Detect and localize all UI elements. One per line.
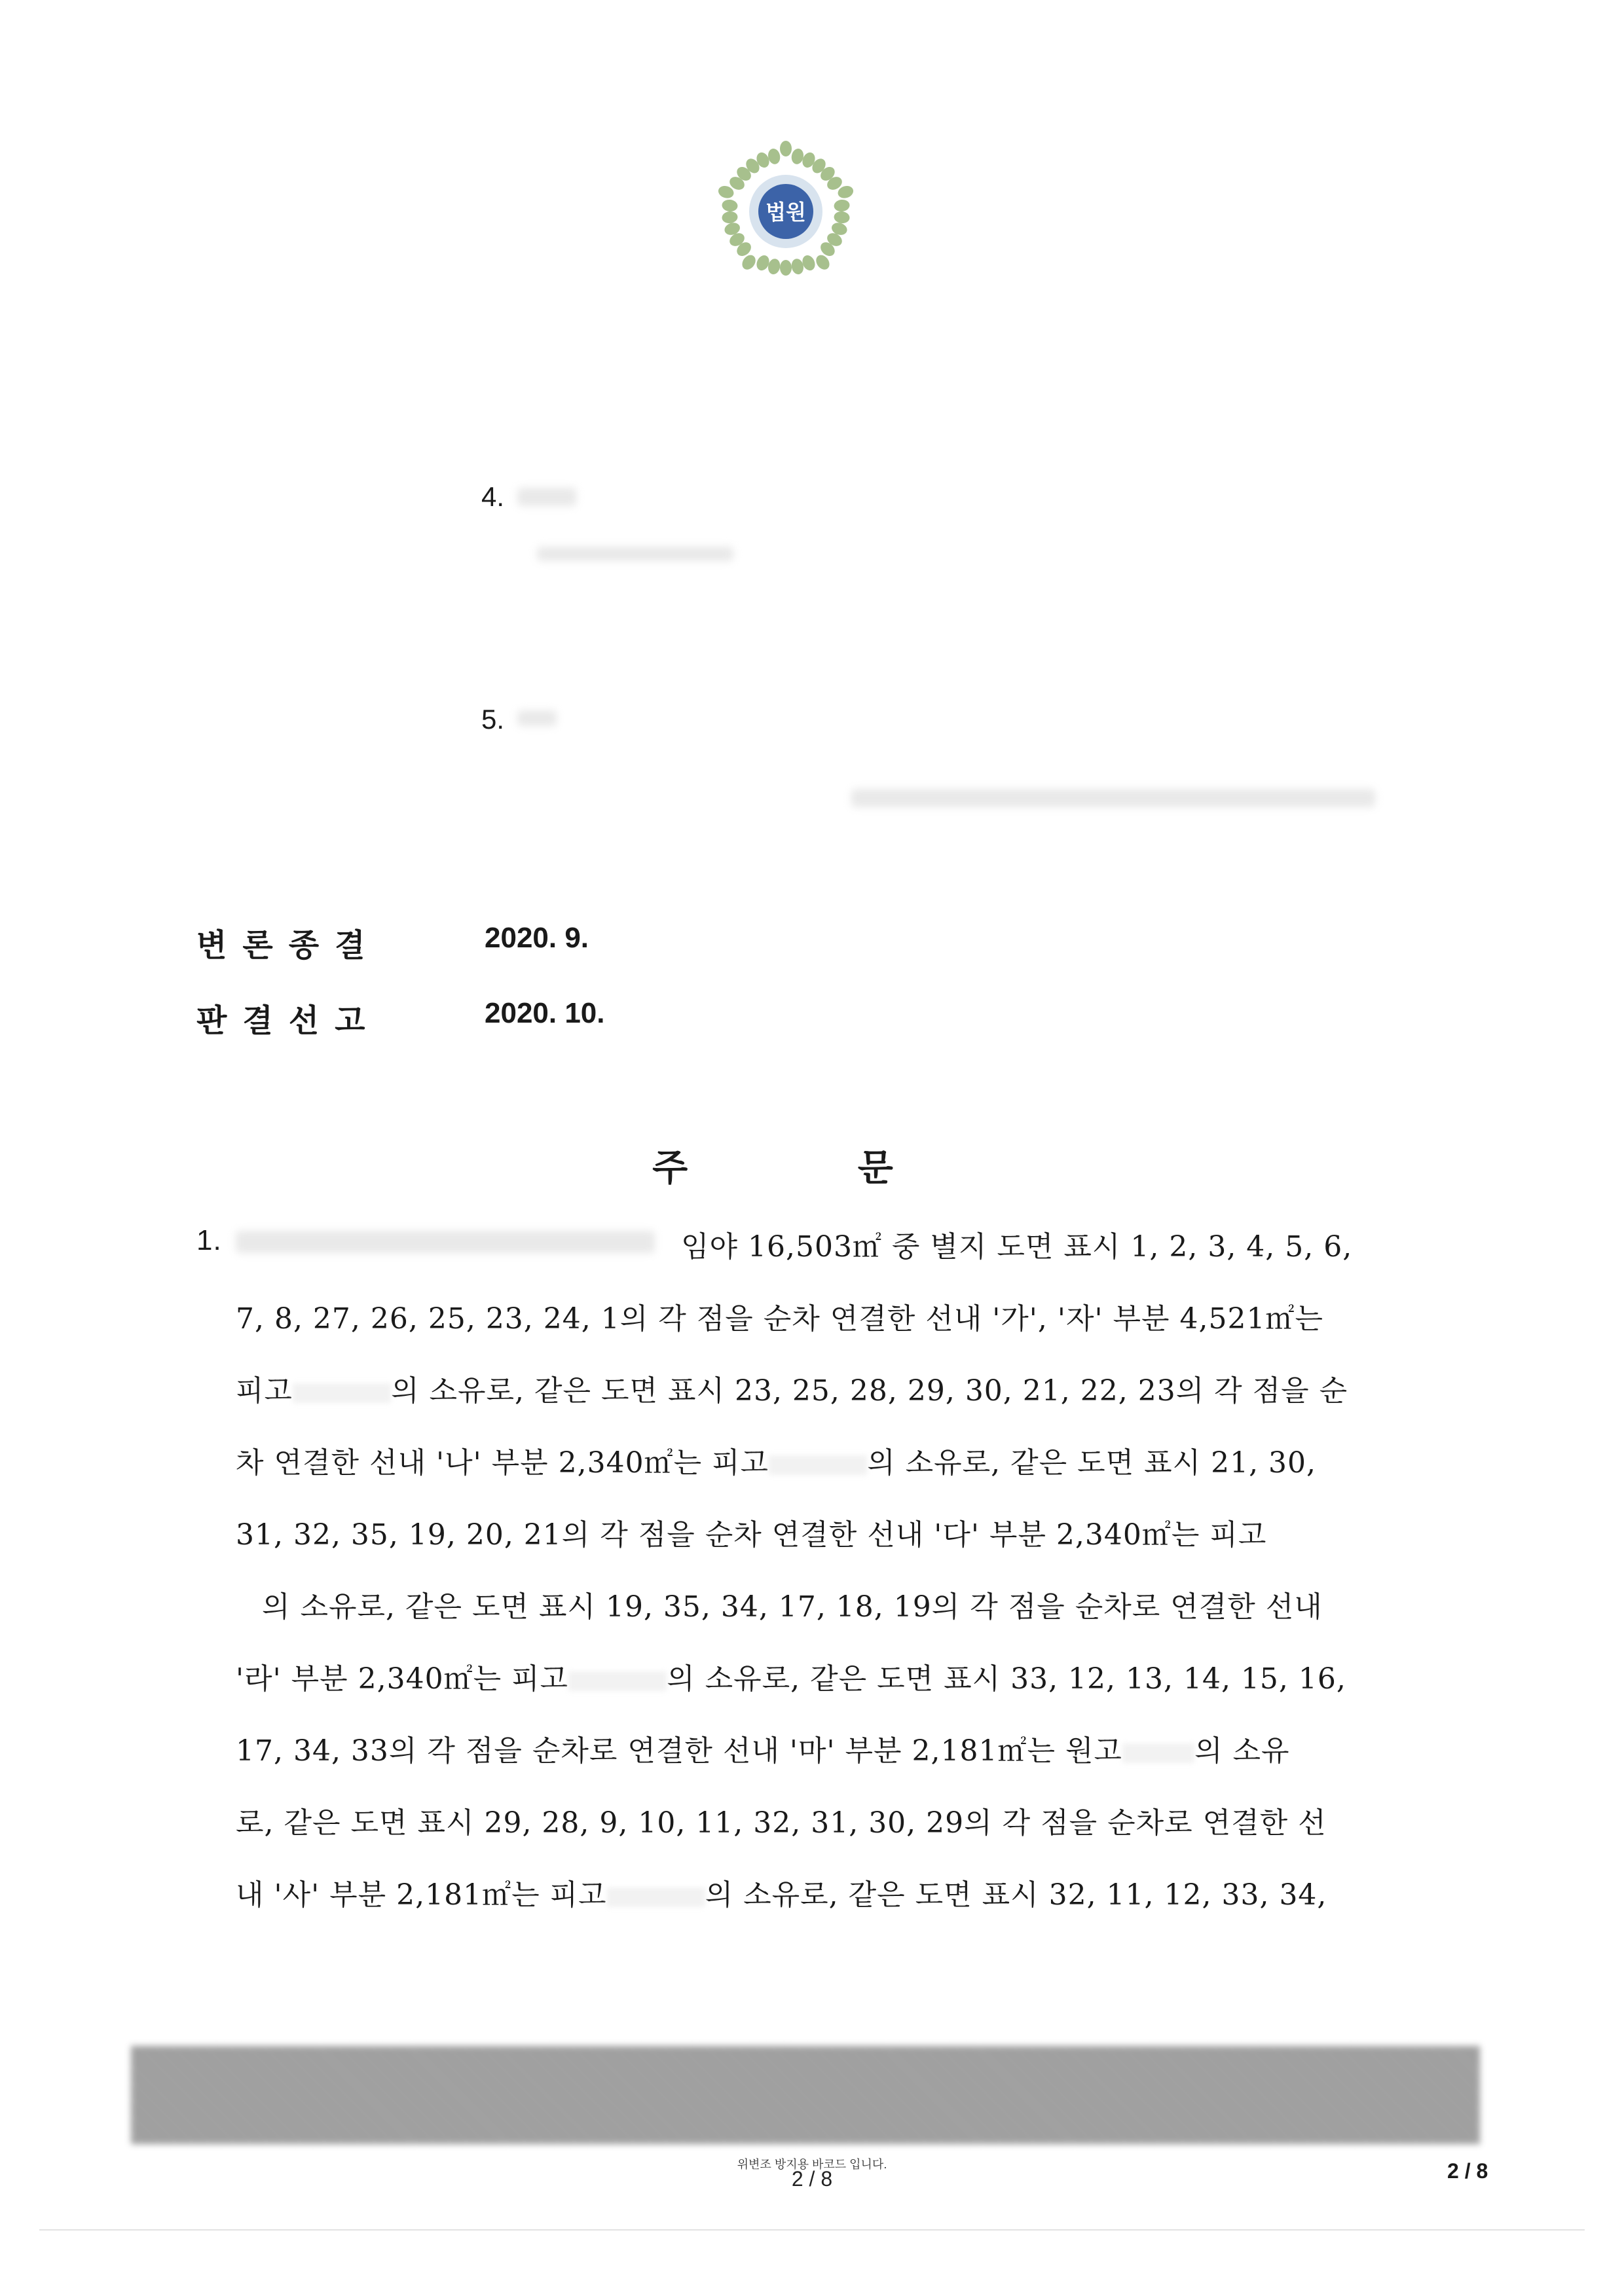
judgment-line: 31, 32, 35, 19, 20, 21의 각 점을 순차 연결한 선내 '다' 부분 2,340㎡는 피고 <box>236 1518 1267 1552</box>
judgment-line: 차 연결한 선내 '나' 부분 2,340㎡는 피고 의 소유로, 같은 도면 표시 21, 30, <box>236 1446 1317 1480</box>
redaction <box>537 547 733 561</box>
barcode-notice: 위변조 방지용 바코드 입니다. <box>737 2158 887 2171</box>
judgment-item-marker: 1. <box>196 1224 222 1256</box>
date-value-argument-closed: 2020. 9. <box>485 922 589 954</box>
date-label-judgment-pronounced: 판결선고 <box>196 1002 381 1039</box>
anti-forgery-barcode <box>131 2046 1480 2144</box>
emblem-petal <box>780 260 792 276</box>
judgment-heading: 주 문 <box>652 1146 972 1190</box>
date-value-judgment-pronounced: 2020. 10. <box>485 997 605 1029</box>
redaction <box>517 710 557 726</box>
redaction <box>236 1231 655 1253</box>
judgment-line: 로, 같은 도면 표시 29, 28, 9, 10, 11, 32, 31, 30, 29의 각 점을 순차로 연결한 선 <box>236 1806 1327 1840</box>
judgment-line: 의 소유로, 같은 도면 표시 19, 35, 34, 17, 18, 19의 각 점을 순차로 연결한 선내 <box>262 1590 1323 1624</box>
item-5-marker: 5. <box>481 704 505 735</box>
judgment-line: 임야 16,503㎡ 중 별지 도면 표시 1, 2, 3, 4, 5, 6, <box>681 1230 1353 1264</box>
judgment-line: 17, 34, 33의 각 점을 순차로 연결한 선내 '마' 부분 2,181㎡는 원고 의 소유 <box>236 1734 1290 1768</box>
divider <box>39 2229 1585 2231</box>
court-emblem-icon <box>710 134 861 285</box>
emblem-petal <box>722 199 739 212</box>
emblem-petal <box>780 141 792 156</box>
redaction <box>517 488 576 506</box>
date-label-argument-closed: 변론종결 <box>196 927 381 964</box>
page-number-right: 2 / 8 <box>1447 2159 1488 2183</box>
page-number-center: 2 / 8 <box>791 2167 833 2191</box>
judgment-line: 피고 의 소유로, 같은 도면 표시 23, 25, 28, 29, 30, 21, 22, 23의 각 점을 순 <box>236 1374 1348 1408</box>
emblem-label: 법원 <box>766 200 806 225</box>
emblem-petal <box>834 211 851 224</box>
item-4-marker: 4. <box>481 481 505 512</box>
judgment-line: 내 '사' 부분 2,181㎡는 피고 의 소유로, 같은 도면 표시 32, 11, 12, 33, 34, <box>236 1878 1327 1912</box>
redaction <box>851 789 1375 807</box>
judgment-line: 7, 8, 27, 26, 25, 23, 24, 1의 각 점을 순차 연결한 선내 '가', '자' 부분 4,521㎡는 <box>236 1302 1324 1336</box>
emblem-petal <box>834 199 851 212</box>
emblem-petal <box>722 211 739 224</box>
judgment-line: '라' 부분 2,340㎡는 피고 의 소유로, 같은 도면 표시 33, 12, 13, 14, 15, 16, <box>236 1662 1346 1696</box>
